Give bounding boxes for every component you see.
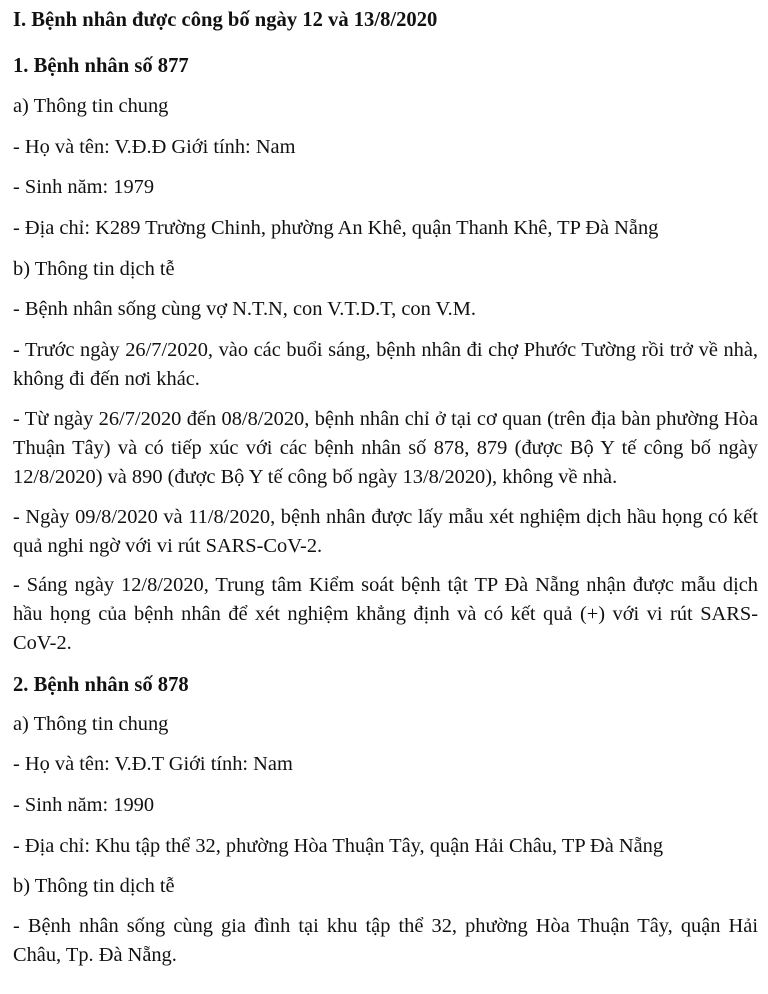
patient-877-heading: 1. Bệnh nhân số 877: [13, 55, 189, 77]
patient-878-epi-label: b) Thông tin dịch tễ: [13, 875, 175, 897]
patient-878-heading: 2. Bệnh nhân số 878: [13, 674, 189, 696]
patient-878-birth-year: - Sinh năm: 1990: [13, 794, 155, 816]
patient-877-epi-item: - Sáng ngày 12/8/2020, Trung tâm Kiểm soát bệnh tật TP Đà Nẵng nhận được mẫu dịch hầu họng của bệnh nhân để xét nghiệm khẳng định và có kết quả (+) với vi rút SARS-CoV-2.: [13, 574, 758, 654]
document-title: I. Bệnh nhân được công bố ngày 12 và 13/8/2020: [13, 9, 438, 31]
patient-877-epi-item: - Từ ngày 26/7/2020 đến 08/8/2020, bệnh nhân chỉ ở tại cơ quan (trên địa bàn phường Hòa Thuận Tây) và có tiếp xúc với các bệnh nhân số 878, 879 (được Bộ Y tế công bố ngày 12/8/2020) và 890 (được Bộ Y tế công bố ngày 13/8/2020), không về nhà.: [13, 408, 758, 488]
patient-877-name-gender: - Họ và tên: V.Đ.Đ Giới tính: Nam: [13, 136, 296, 158]
patient-877-epi-item: - Ngày 09/8/2020 và 11/8/2020, bệnh nhân được lấy mẫu xét nghiệm dịch hầu họng có kết quả nghi ngờ với vi rút SARS-CoV-2.: [13, 506, 758, 557]
patient-877-address: - Địa chỉ: K289 Trường Chinh, phường An Khê, quận Thanh Khê, TP Đà Nẵng: [13, 217, 659, 239]
patient-877-general-info-label: a) Thông tin chung: [13, 95, 169, 117]
patient-877-epi-label: b) Thông tin dịch tễ: [13, 258, 175, 280]
patient-877-epi-item: - Trước ngày 26/7/2020, vào các buổi sáng, bệnh nhân đi chợ Phước Tường rồi trở về nhà, không đi đến nơi khác.: [13, 339, 758, 390]
patient-878-name-gender: - Họ và tên: V.Đ.T Giới tính: Nam: [13, 753, 293, 775]
patient-877-birth-year: - Sinh năm: 1979: [13, 176, 155, 198]
patient-878-address: - Địa chỉ: Khu tập thể 32, phường Hòa Thuận Tây, quận Hải Châu, TP Đà Nẵng: [13, 835, 664, 857]
patient-878-general-info-label: a) Thông tin chung: [13, 713, 169, 735]
patient-877-epi-item: - Bệnh nhân sống cùng vợ N.T.N, con V.T.D.T, con V.M.: [13, 298, 476, 320]
patient-878-epi-item: - Bệnh nhân sống cùng gia đình tại khu tập thể 32, phường Hòa Thuận Tây, quận Hải Châu, Tp. Đà Nẵng.: [13, 915, 758, 966]
